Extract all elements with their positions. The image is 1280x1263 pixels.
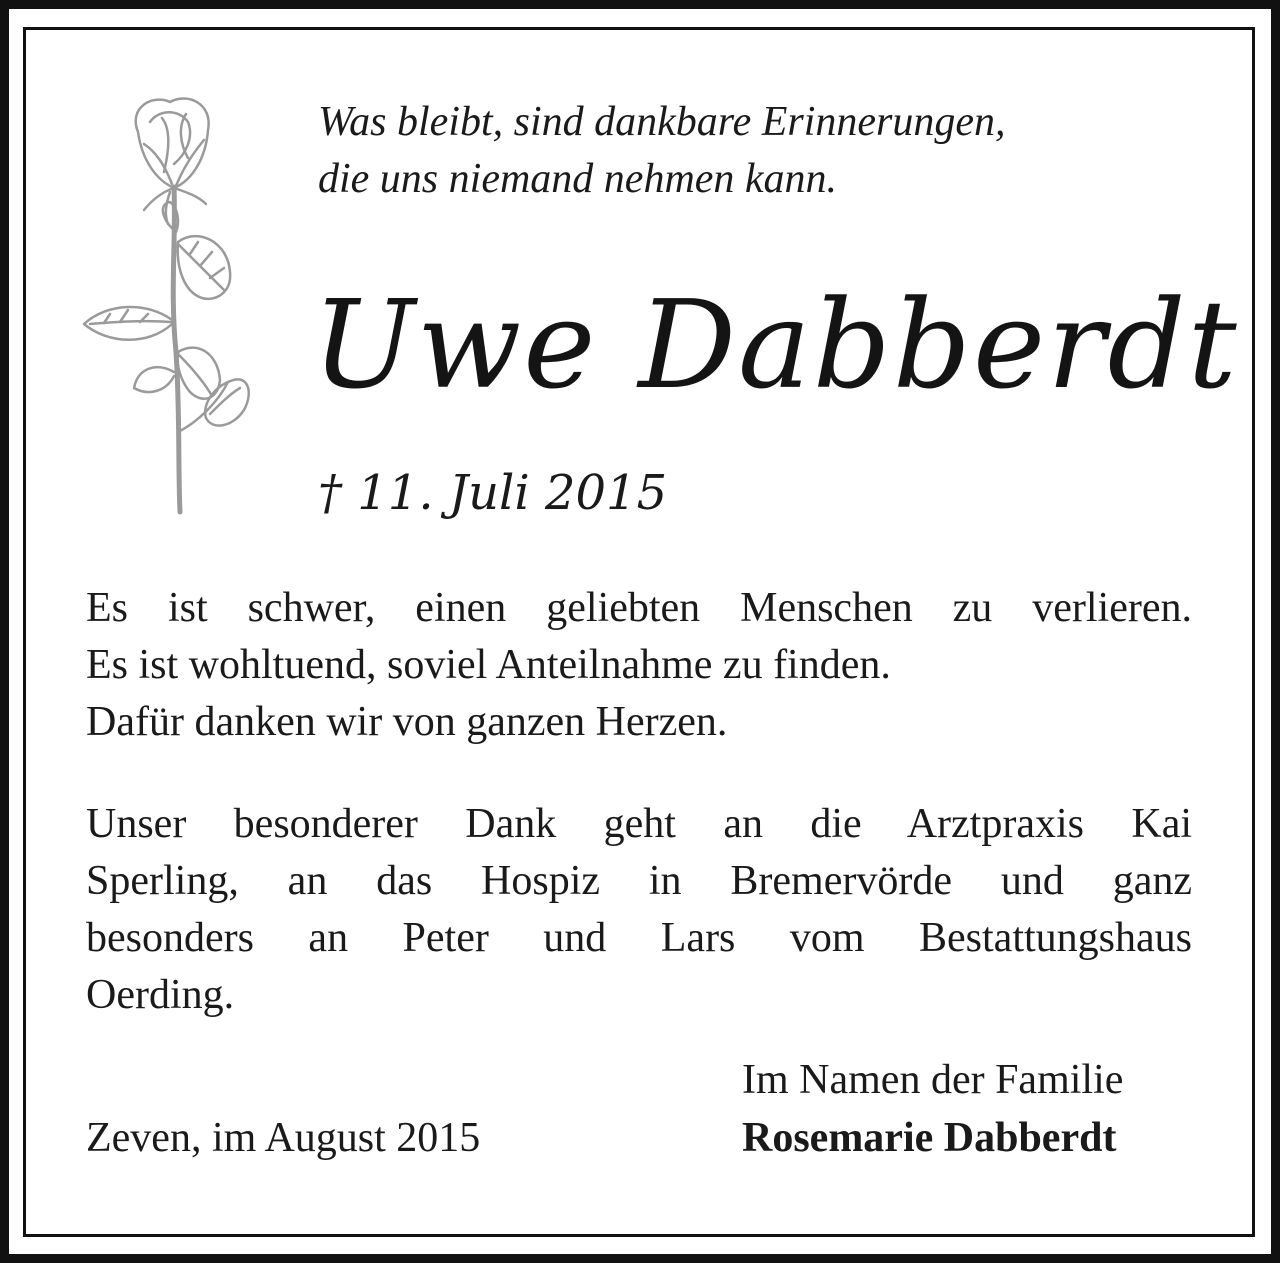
thanks-line: Es ist schwer, einen geliebten Menschen zu verlieren. [86,585,1192,631]
thanks-line: Es ist wohltuend, soviel Anteilnahme zu finden. [86,642,891,688]
special-thanks-line: besonders an Peter und Lars vom Bestattungshaus [86,915,1192,961]
signature-intro: Im Namen der Familie [742,1057,1124,1103]
memorial-motto [318,94,1006,208]
thanks-line: Dafür danken wir von ganzen Herzen. [86,699,728,745]
signature-name: Rosemarie Dabberdt [742,1115,1117,1161]
rose-icon [78,92,258,522]
motto-line-1: Was bleibt, sind dankbare Erinnerungen, [318,99,1006,145]
place-date: Zeven, im August 2015 [86,1115,481,1161]
special-thanks-paragraph [86,796,1192,1024]
special-thanks-line: Unser besonderer Dank geht an die Arztpraxis Kai [86,801,1192,847]
death-date: † 11. Juli 2015 [318,465,668,521]
thanks-paragraph [86,580,1192,751]
special-thanks-line: Sperling, an das Hospiz in Bremervörde und ganz [86,858,1192,904]
deceased-name: Uwe Dabberdt [312,274,1239,416]
special-thanks-line: Oerding. [86,972,235,1018]
motto-line-2: die uns niemand nehmen kann. [318,156,838,202]
